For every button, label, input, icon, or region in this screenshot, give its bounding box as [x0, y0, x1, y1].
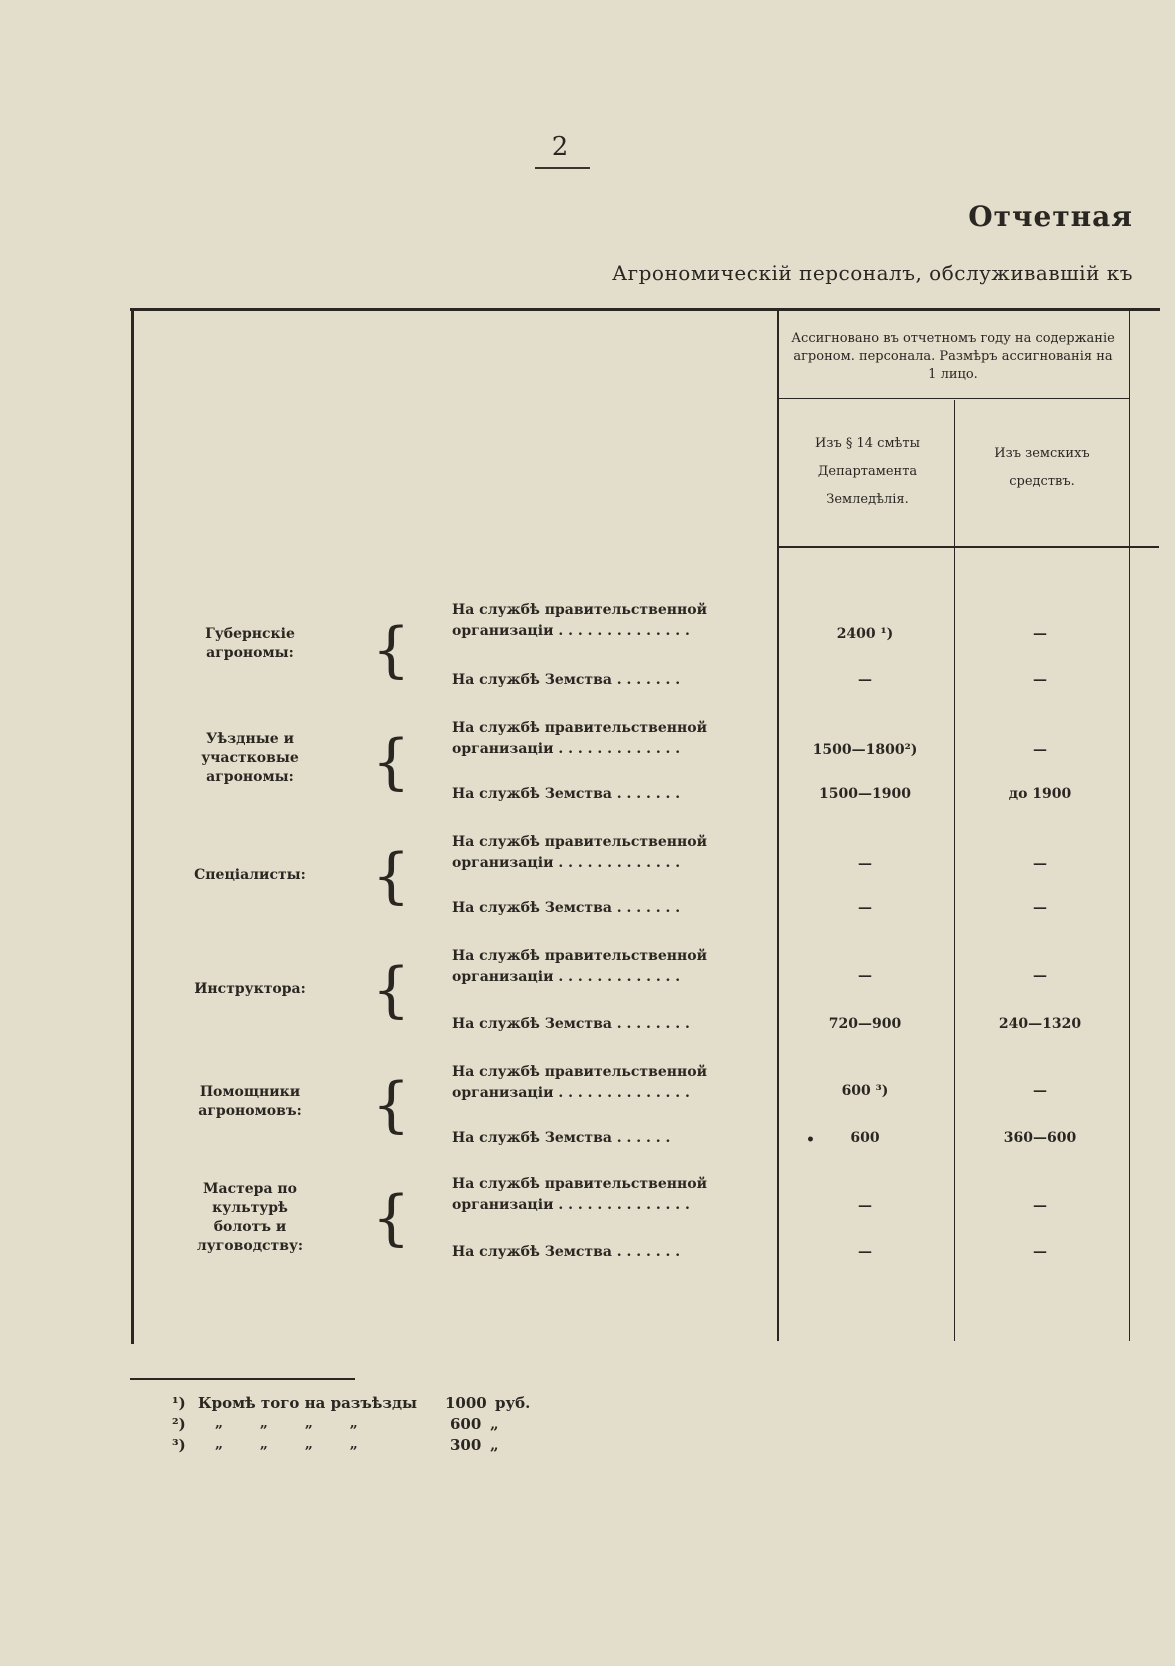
table-row-label: На службѣ правительственной организаціи . . . . . . . . . . . . .	[452, 948, 707, 985]
table-cell: —	[858, 1198, 872, 1214]
table-row-label: На службѣ Земства . . . . . . .	[452, 900, 681, 916]
table-cell: —	[1033, 672, 1047, 688]
footnote-rule	[130, 1378, 355, 1380]
table-cell: —	[1033, 626, 1047, 642]
category-brace: {	[372, 1070, 411, 1140]
page-title: Отчетная	[968, 200, 1133, 233]
table-cell: 360—600	[1003, 1130, 1077, 1146]
table-cell: —	[1033, 900, 1047, 916]
category-brace: {	[372, 615, 411, 685]
table-cell: —	[858, 856, 872, 872]
category-label: Помощники агрономовъ:	[198, 1084, 302, 1119]
table-cell: 1500—1900	[819, 786, 911, 802]
header-col1: Изъ § 14 смѣты Департамента Земледѣлія.	[815, 436, 920, 507]
table-cell: 720—900	[828, 1016, 902, 1032]
table-row-label: На службѣ правительственной организаціи . . . . . . . . . . . . .	[452, 834, 707, 871]
header-main: Ассигновано въ отчетномъ году на содержаніе агроном. персонала. Размѣръ ассигнованія на 1 лицо.	[791, 331, 1115, 382]
table-cell: 1500—1800²)	[812, 742, 918, 758]
footnote-unit: „	[490, 1415, 499, 1433]
category-brace: {	[372, 955, 411, 1025]
page-number-rule	[535, 167, 590, 169]
category-label: Инструктора:	[194, 981, 306, 997]
table-cell: —	[1033, 1198, 1047, 1214]
header-subdivider	[779, 398, 1129, 399]
table-cell: —	[858, 968, 872, 984]
category-brace: {	[372, 1183, 411, 1253]
table-cell: —	[858, 1244, 872, 1260]
footnote-text: „ „ „ „	[215, 1436, 358, 1452]
table-left-border	[131, 308, 134, 1344]
footnote-unit: „	[490, 1436, 499, 1454]
header-col2: Изъ земскихъ средствъ.	[994, 446, 1090, 489]
table-subtitle: Агрономическій персоналъ, обслуживавшій къ	[611, 261, 1133, 285]
table-cell: 600 ³)	[841, 1083, 889, 1099]
category-label: Губернскіе агрономы:	[205, 626, 295, 661]
category-brace: {	[372, 727, 411, 797]
table-cell: до 1900	[1008, 786, 1072, 802]
footnote-text: Кромѣ того на разъѣзды	[198, 1394, 418, 1412]
footnote-unit: руб.	[495, 1394, 531, 1412]
table-row-label: На службѣ правительственной организаціи . . . . . . . . . . . . . .	[452, 1176, 707, 1213]
table-row-label: На службѣ Земства . . . . . . . .	[452, 1016, 690, 1032]
table-cell: 600	[850, 1130, 880, 1146]
table-cell: —	[1033, 742, 1047, 758]
footnote-amount: 300	[450, 1436, 482, 1454]
table-cell: —	[858, 900, 872, 916]
table-row-label: На службѣ правительственной организаціи . . . . . . . . . . . . . .	[452, 1064, 707, 1101]
table-cell: 240—1320	[998, 1016, 1082, 1032]
footnote-amount: 600	[450, 1415, 482, 1433]
header-bottom-rule	[779, 546, 1159, 548]
table-row-label: На службѣ Земства . . . . . . .	[452, 672, 681, 688]
category-label: Уѣздные и участковые агрономы:	[201, 731, 299, 785]
footnote-amount: 1000	[445, 1394, 487, 1412]
column-divider-values	[954, 400, 955, 1341]
table-cell: —	[1033, 1244, 1047, 1260]
footnote-mark: ²)	[172, 1415, 186, 1433]
table-right-border	[1129, 311, 1130, 1341]
column-divider-label	[777, 311, 779, 1341]
table-row-label: На службѣ Земства . . . . . . .	[452, 1244, 681, 1260]
table-cell: —	[1033, 1083, 1047, 1099]
table-top-rule	[130, 308, 1160, 311]
table-cell: —	[1033, 856, 1047, 872]
bullet-mark: •	[806, 1132, 815, 1148]
table-row-label: На службѣ правительственной организаціи . . . . . . . . . . . . . .	[452, 602, 707, 639]
page-number: 2	[551, 132, 569, 162]
footnote-text: „ „ „ „	[215, 1415, 358, 1431]
table-row-label: На службѣ Земства . . . . . . .	[452, 786, 681, 802]
footnote-mark: ³)	[172, 1436, 186, 1454]
category-label: Мастера по культурѣ болотъ и луговодству:	[196, 1181, 304, 1254]
table-row-label: На службѣ правительственной организаціи . . . . . . . . . . . . .	[452, 720, 707, 757]
category-brace: {	[372, 841, 411, 911]
footnote-mark: ¹)	[172, 1394, 186, 1412]
table-cell: 2400 ¹)	[836, 626, 894, 642]
table-row-label: На службѣ Земства . . . . . .	[452, 1130, 671, 1146]
table-cell: —	[1033, 968, 1047, 984]
table-cell: —	[858, 672, 872, 688]
category-label: Спеціалисты:	[194, 867, 306, 883]
